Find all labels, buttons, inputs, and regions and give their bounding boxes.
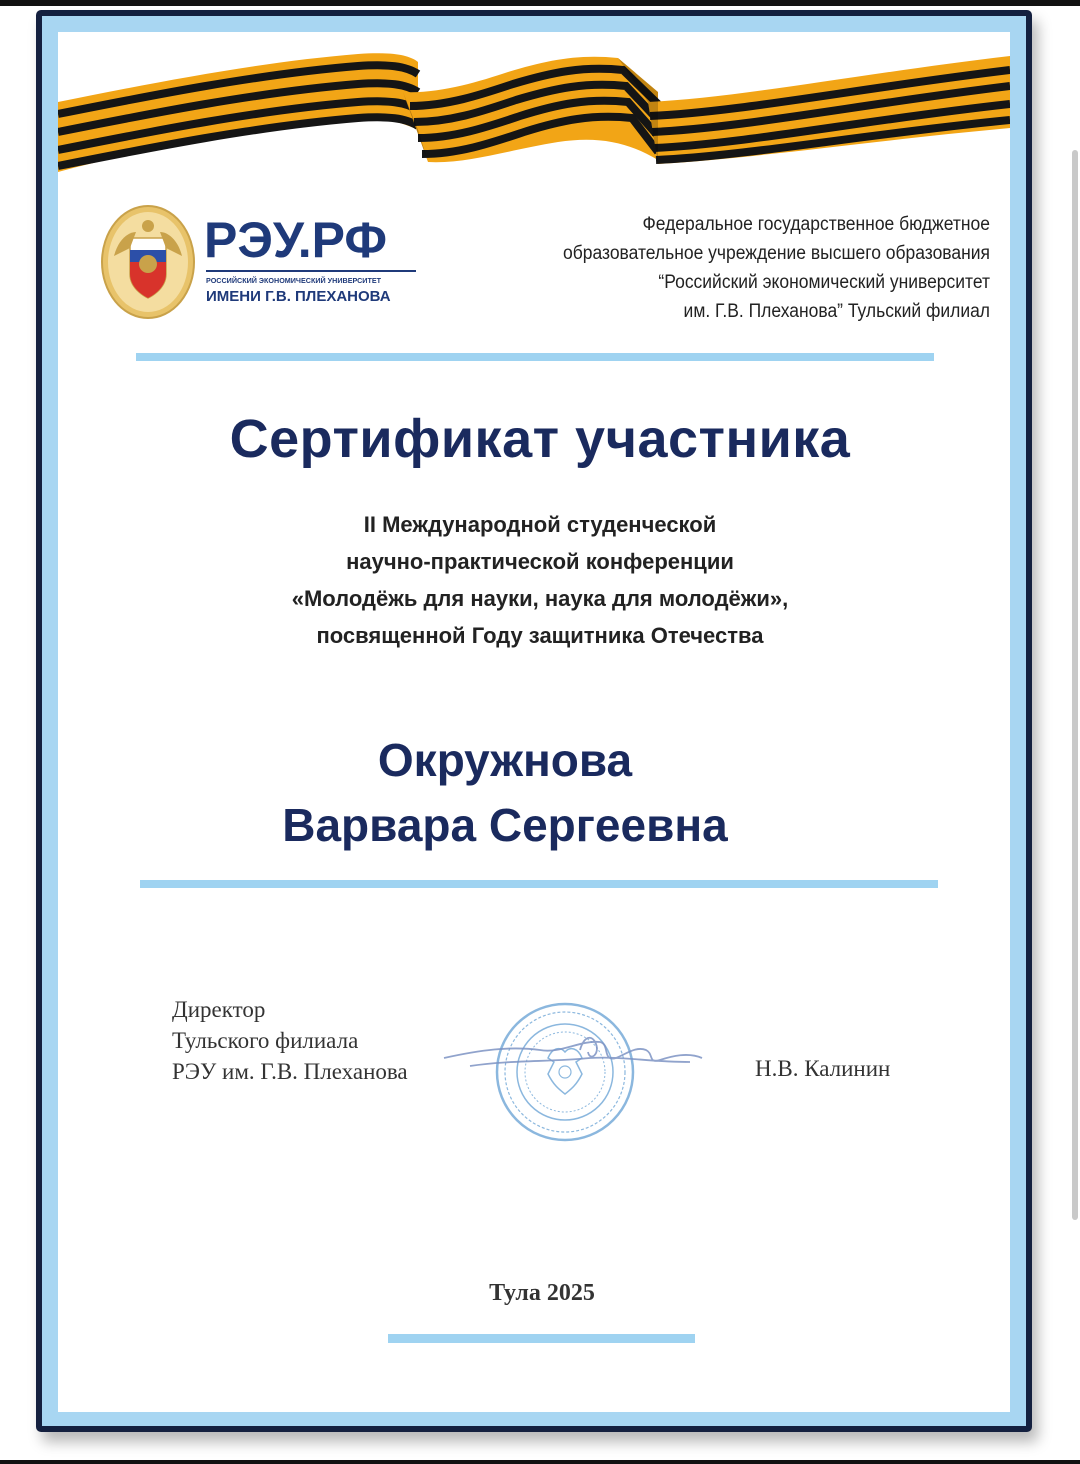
university-logo	[100, 204, 420, 324]
conference-line: посвященной Году защитника Отечества	[316, 623, 764, 648]
recipient-given-names: Варвара Сергеевна	[282, 799, 728, 851]
logo-subtitle-line1: РОССИЙСКИЙ ЭКОНОМИЧЕСКИЙ УНИВЕРСИТЕТ	[206, 276, 382, 285]
city-year	[0, 1280, 1080, 1307]
recipient-name	[0, 728, 1080, 858]
logo-subtitle-line2: ИМЕНИ Г.В. ПЛЕХАНОВА	[206, 288, 391, 305]
director-position	[172, 994, 472, 1087]
institution-line: “Российский экономический университет	[658, 272, 990, 293]
bottom-edge-line	[0, 1460, 1080, 1464]
logo-title: РЭУ.РФ	[204, 212, 388, 268]
st-george-ribbon	[58, 32, 1010, 192]
divider-top	[136, 353, 934, 361]
institution-line: Федеральное государственное бюджетное	[642, 214, 990, 235]
scrollbar[interactable]	[1072, 150, 1078, 1220]
conference-line: «Молодёжь для науки, наука для молодёжи»,	[291, 586, 789, 611]
conference-description	[0, 506, 1080, 654]
logo-divider	[206, 270, 416, 272]
city-year-text: Тула 2025	[489, 1280, 595, 1306]
institution-line: образовательное учреждение высшего образования	[563, 243, 990, 264]
divider-bottom	[388, 1334, 695, 1343]
stamp-signature	[440, 1000, 710, 1150]
recipient-surname: Окружнова	[377, 734, 633, 786]
emblem-icon	[100, 204, 196, 320]
conference-line: II Международной студенческой	[363, 512, 717, 537]
position-line: Тульского филиала	[172, 1028, 359, 1053]
position-line: РЭУ им. Г.В. Плеханова	[172, 1059, 408, 1084]
position-line: Директор	[172, 997, 266, 1022]
top-edge-line	[0, 0, 1080, 6]
conference-line: научно-практической конференции	[346, 549, 734, 574]
signer-name: Н.В. Калинин	[755, 1056, 891, 1081]
institution-name	[470, 210, 990, 326]
divider-middle	[140, 880, 938, 888]
certificate-title: Сертификат участника	[229, 409, 851, 469]
institution-line: им. Г.В. Плеханова” Тульский филиал	[683, 301, 990, 322]
